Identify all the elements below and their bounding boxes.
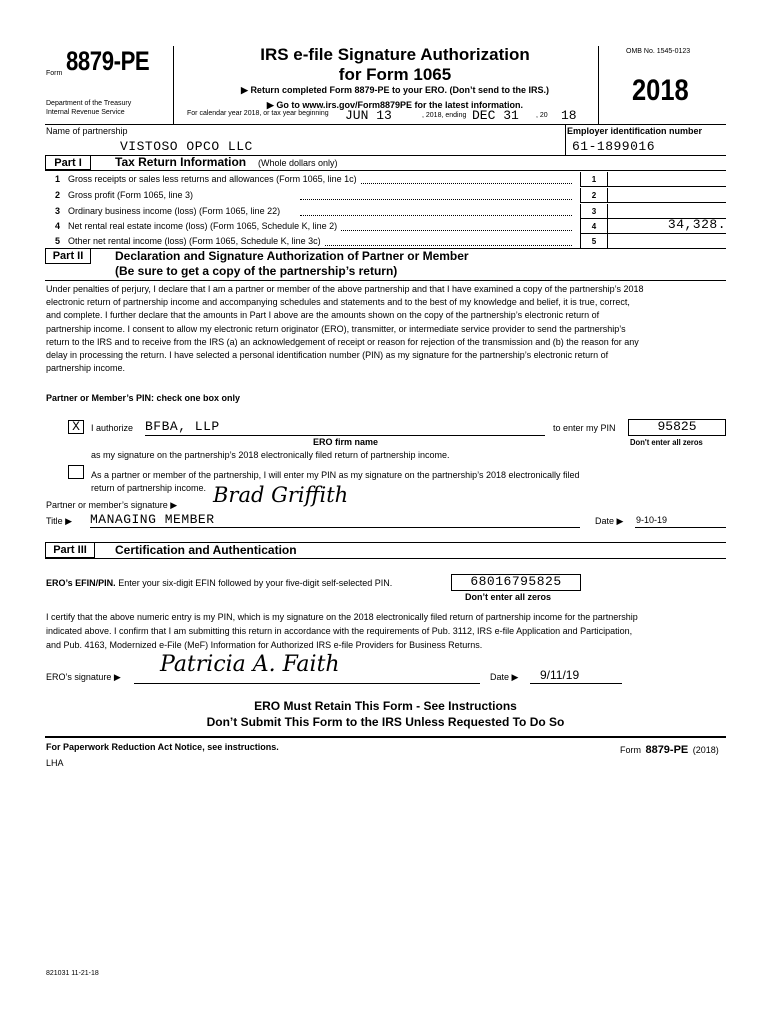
line-amount[interactable]: 34,328.: [606, 219, 726, 234]
year-prefix: , 20: [536, 112, 548, 119]
instruction-return: ▶ Return completed Form 8879-PE to your ERO. (Don’t send to the IRS.): [241, 85, 549, 95]
tax-year-begin[interactable]: JUN 13: [345, 108, 392, 123]
option2-line2: return of partnership income.: [91, 483, 207, 493]
line-number: 1: [55, 174, 61, 184]
calendar-year-prefix: For calendar year 2018, or tax year beginning: [187, 110, 329, 117]
footer-form-word: Form: [620, 745, 641, 755]
part-3-tag: Part III: [45, 542, 95, 558]
line-amount[interactable]: [606, 172, 726, 187]
ein-value[interactable]: 61-1899016: [572, 139, 656, 154]
line-amount[interactable]: [606, 234, 726, 249]
ero-efin-pin[interactable]: 68016795825: [451, 574, 581, 591]
pin-no-zeros-note: Don't enter all zeros: [630, 437, 703, 447]
option2-line1: As a partner or member of the partnership, I will enter my PIN as my signature on the partnership’s 2018 electronically filed: [91, 470, 580, 480]
partner-pin[interactable]: 95825: [628, 419, 726, 436]
calendar-year-mid: , 2018, ending: [422, 112, 467, 119]
footer-form-year: (2018): [692, 745, 719, 755]
line-number: 4: [55, 221, 61, 231]
leader-dots: [300, 230, 572, 231]
partner-date[interactable]: 9-10-19: [636, 515, 668, 525]
form-number: 8879-PE: [66, 46, 150, 76]
dept-irs: Internal Revenue Service: [46, 109, 125, 116]
part-2-tag: Part II: [45, 248, 91, 264]
form-code: 821031 11-21-18: [46, 970, 99, 977]
year-suffix[interactable]: 18: [561, 108, 577, 123]
title-label: Title ▶: [46, 516, 73, 526]
ero-signature-label: ERO’s signature ▶: [46, 672, 121, 682]
certify-line2: indicated above. I confirm that I am submitting this return in accordance with the requirements of Pub. 3112, IRS e-file Application and Participation,: [46, 626, 633, 636]
efin-label-text: Enter your six-digit EFIN followed by your five-digit self-selected PIN.: [115, 578, 393, 588]
line-description: Net rental real estate income (loss) (Form 1065, Schedule K, line 2): [68, 221, 340, 231]
enter-pin-label: to enter my PIN: [553, 423, 616, 433]
line-box-number: 3: [580, 204, 608, 219]
ein-label: Employer identification number: [567, 126, 703, 136]
footer-form-number: 8879-PE: [645, 744, 689, 756]
line-box-number: 1: [580, 172, 608, 187]
partnership-name[interactable]: VISTOSO OPCO LLC: [120, 139, 253, 154]
line-description: Gross receipts or sales less returns and allowances (Form 1065, line 1c): [68, 174, 360, 184]
form-title-line2: for Form 1065: [338, 65, 452, 84]
form-word: Form: [46, 70, 63, 77]
perjury-line: partnership income.: [46, 363, 126, 374]
tax-year-end[interactable]: DEC 31: [472, 108, 519, 123]
efin-no-zeros-note: Don’t enter all zeros: [465, 592, 552, 602]
paperwork-notice: For Paperwork Reduction Act Notice, see instructions.: [46, 742, 279, 752]
line-number: 3: [55, 206, 61, 216]
perjury-line: partnership income. I consent to allow my electronic return originator (ERO), transmitter, or intermediate service provider to send the partnership’s: [46, 323, 626, 334]
part-1-title: Tax Return Information: [115, 155, 247, 169]
part-3-title: Certification and Authentication: [115, 543, 297, 557]
efin-label-bold: ERO’s EFIN/PIN.: [46, 578, 116, 588]
line-box-number: 2: [580, 188, 608, 203]
line-description: Gross profit (Form 1065, line 3): [68, 190, 196, 200]
part-1-tag: Part I: [45, 155, 91, 170]
ero-firm-label: ERO firm name: [313, 437, 379, 447]
authorize-ero-checkbox[interactable]: X: [68, 420, 84, 434]
partner-date-label: Date ▶: [595, 516, 624, 526]
perjury-line: Under penalties of perjury, I declare that I am a partner or member of the above partnership and that I have examined a copy of the partnership’s 2018: [46, 284, 644, 294]
line-number: 2: [55, 190, 61, 200]
leader-dots: [300, 245, 572, 246]
line-description: Other net rental income (loss) (Form 1065, Schedule K, line 3c): [68, 236, 324, 246]
perjury-line: electronic return of partnership income and accompanying schedules and statements and to the best of my knowledge and belief, it is true, correct,: [46, 297, 630, 308]
omb-number: OMB No. 1545-0123: [626, 48, 691, 55]
dept-treasury: Department of the Treasury: [46, 100, 132, 107]
leader-dots: [300, 215, 572, 216]
instruction-website: ▶ Go to www.irs.gov/Form8879PE for the latest information.: [266, 100, 524, 110]
footer-form-ref: [620, 740, 719, 758]
line-description: Ordinary business income (loss) (Form 1065, line 22): [68, 206, 283, 216]
perjury-declaration: [46, 283, 731, 375]
retain-notice: ERO Must Retain This Form - See Instructions: [254, 699, 517, 713]
certify-line3: and Pub. 4163, Modernized e-File (MeF) Information for Authorized IRS e-file Providers for Business Returns.: [46, 640, 483, 650]
certify-line1: I certify that the above numeric entry is my PIN, which is my signature on the 2018 electronically filed return of partnership income for the partnership: [46, 612, 638, 622]
perjury-line: and complete. I further declare that the amounts in Part I above are the amounts shown on the copy of the partnership’s electronic return of: [46, 310, 600, 321]
line-amount[interactable]: [606, 188, 726, 203]
line-box-number: 4: [580, 219, 608, 234]
ero-date-label: Date ▶: [490, 672, 519, 682]
part-2-subtitle: (Be sure to get a copy of the partnership’s return): [115, 264, 398, 278]
authorize-label: I authorize: [91, 423, 134, 433]
partner-signature-label: Partner or member’s signature ▶: [46, 500, 178, 510]
partner-signature: Brad Griffith: [213, 483, 349, 507]
form-title-line1: IRS e-file Signature Authorization: [260, 45, 530, 64]
partner-title[interactable]: MANAGING MEMBER: [90, 512, 215, 527]
leader-dots: [300, 199, 572, 200]
tax-year: 2018: [632, 74, 689, 107]
perjury-line: return to the IRS and to receive from the IRS (a) an acknowledgement of receipt or reason for rejection of the transmission and (b) the reason for any: [46, 336, 639, 347]
ero-signature: Patricia A. Faith: [160, 652, 340, 677]
partnership-name-label: Name of partnership: [46, 126, 128, 136]
part-2-title: Declaration and Signature Authorization of Partner or Member: [115, 249, 469, 263]
line-box-number: 5: [580, 234, 608, 249]
as-signature-text: as my signature on the partnership’s 2018 electronically filed return of partnership income.: [91, 450, 450, 460]
line-number: 5: [55, 236, 61, 246]
perjury-line: delay in processing the return. I have selected a personal identification number (PIN) as my signature for the partnership’s electronic return of: [46, 350, 609, 361]
self-pin-checkbox[interactable]: [68, 465, 84, 479]
do-not-submit-notice: Don’t Submit This Form to the IRS Unless Requested To Do So: [206, 715, 565, 729]
efin-label: [46, 578, 392, 588]
ero-firm-name[interactable]: BFBA, LLP: [145, 419, 220, 434]
ero-date[interactable]: 9/11/19: [540, 668, 580, 682]
part-1-subtitle: (Whole dollars only): [258, 158, 338, 168]
lha-label: LHA: [46, 758, 64, 768]
pin-heading: Partner or Member’s PIN: check one box only: [46, 393, 241, 403]
